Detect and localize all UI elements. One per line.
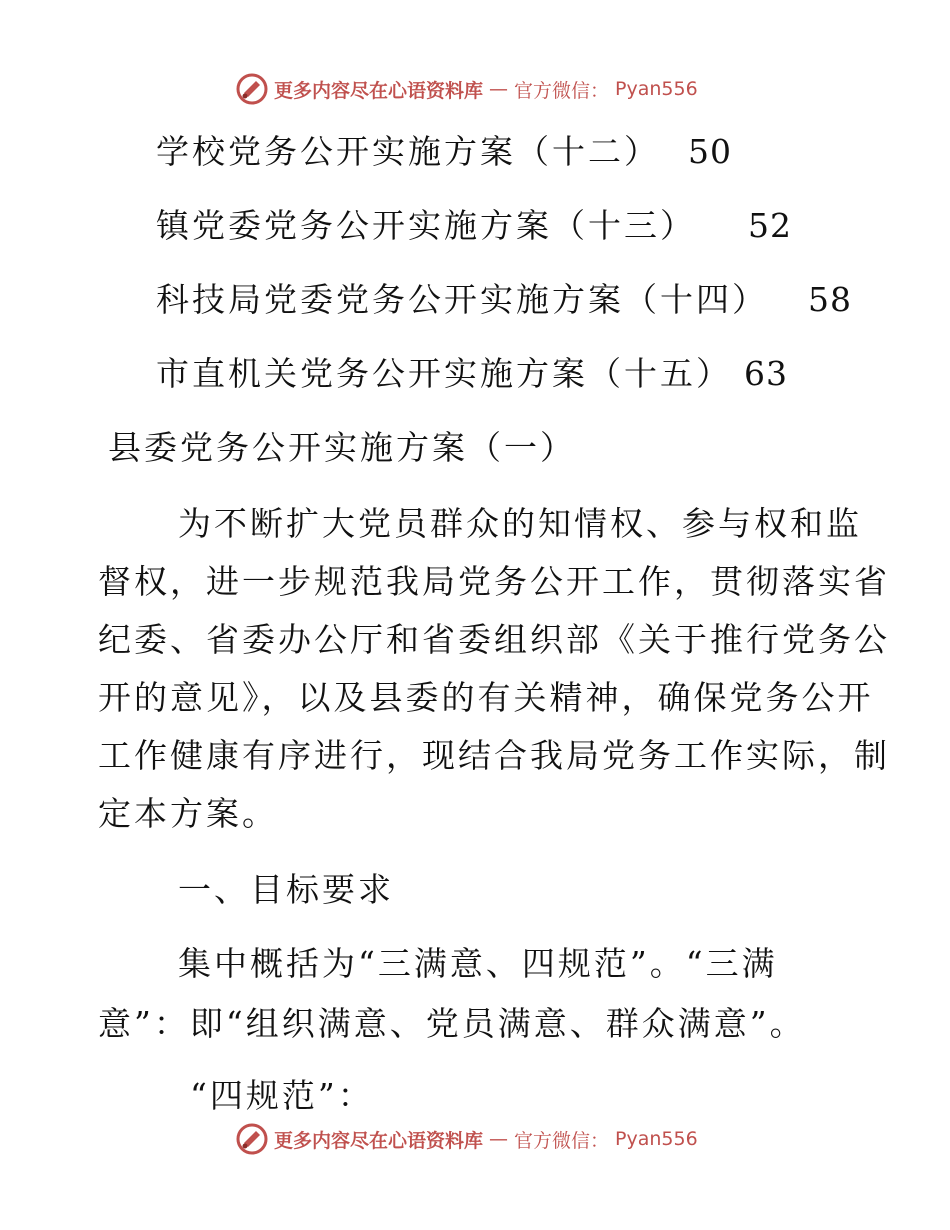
paragraph-line: 工作健康有序进行，现结合我局党务工作实际，制 bbox=[98, 736, 890, 775]
logo-icon bbox=[236, 73, 268, 105]
toc-entry-page: 50 bbox=[688, 132, 732, 171]
paragraph-line: 集中概括为“三满意、四规范”。“三满 bbox=[178, 944, 778, 983]
watermark-text: 更多内容尽在心语资料库 bbox=[274, 1129, 484, 1152]
paragraph-line: “四规范”： bbox=[190, 1076, 374, 1115]
section-heading: 一、目标要求 bbox=[178, 870, 394, 909]
toc-entry-page: 63 bbox=[744, 354, 788, 393]
logo-icon bbox=[236, 1123, 268, 1155]
paragraph-line: 为不断扩大党员群众的知情权、参与权和监 bbox=[178, 504, 862, 543]
watermark-banner-top bbox=[236, 72, 698, 106]
toc-entry bbox=[156, 348, 788, 395]
watermark-dash: — bbox=[489, 78, 509, 100]
paragraph-line: 开的意见》，以及县委的有关精神，确保党务公开 bbox=[98, 678, 874, 717]
toc-entry bbox=[156, 274, 852, 321]
watermark-banner-bottom bbox=[236, 1122, 698, 1156]
toc-entry bbox=[156, 200, 792, 247]
toc-entry-page: 58 bbox=[808, 280, 852, 319]
toc-entry-title: 科技局党委党务公开实施方案（十四） bbox=[156, 280, 768, 319]
paragraph-line: 定本方案。 bbox=[98, 794, 278, 833]
section-title: 县委党务公开实施方案（一） bbox=[108, 428, 576, 467]
paragraph-line: 意”：即“组织满意、党员满意、群众满意”。 bbox=[98, 1004, 806, 1043]
watermark-dash: — bbox=[489, 1128, 509, 1150]
paragraph-line: 督权，进一步规范我局党务公开工作，贯彻落实省 bbox=[98, 562, 890, 601]
toc-entry-page: 52 bbox=[748, 206, 792, 245]
toc-entry-title: 学校党务公开实施方案（十二） bbox=[156, 132, 660, 171]
toc-entry-title: 市直机关党务公开实施方案（十五） bbox=[156, 354, 732, 393]
watermark-text: 更多内容尽在心语资料库 bbox=[274, 79, 484, 102]
watermark-wechat-id: Pyan556 bbox=[615, 1128, 698, 1150]
watermark-wechat-label: 官方微信： bbox=[514, 1129, 610, 1152]
watermark-wechat-label: 官方微信： bbox=[514, 79, 610, 102]
toc-entry-title: 镇党委党务公开实施方案（十三） bbox=[156, 206, 696, 245]
watermark-wechat-id: Pyan556 bbox=[615, 78, 698, 100]
toc-entry bbox=[156, 126, 732, 173]
paragraph-line: 纪委、省委办公厅和省委组织部《关于推行党务公 bbox=[98, 620, 890, 659]
